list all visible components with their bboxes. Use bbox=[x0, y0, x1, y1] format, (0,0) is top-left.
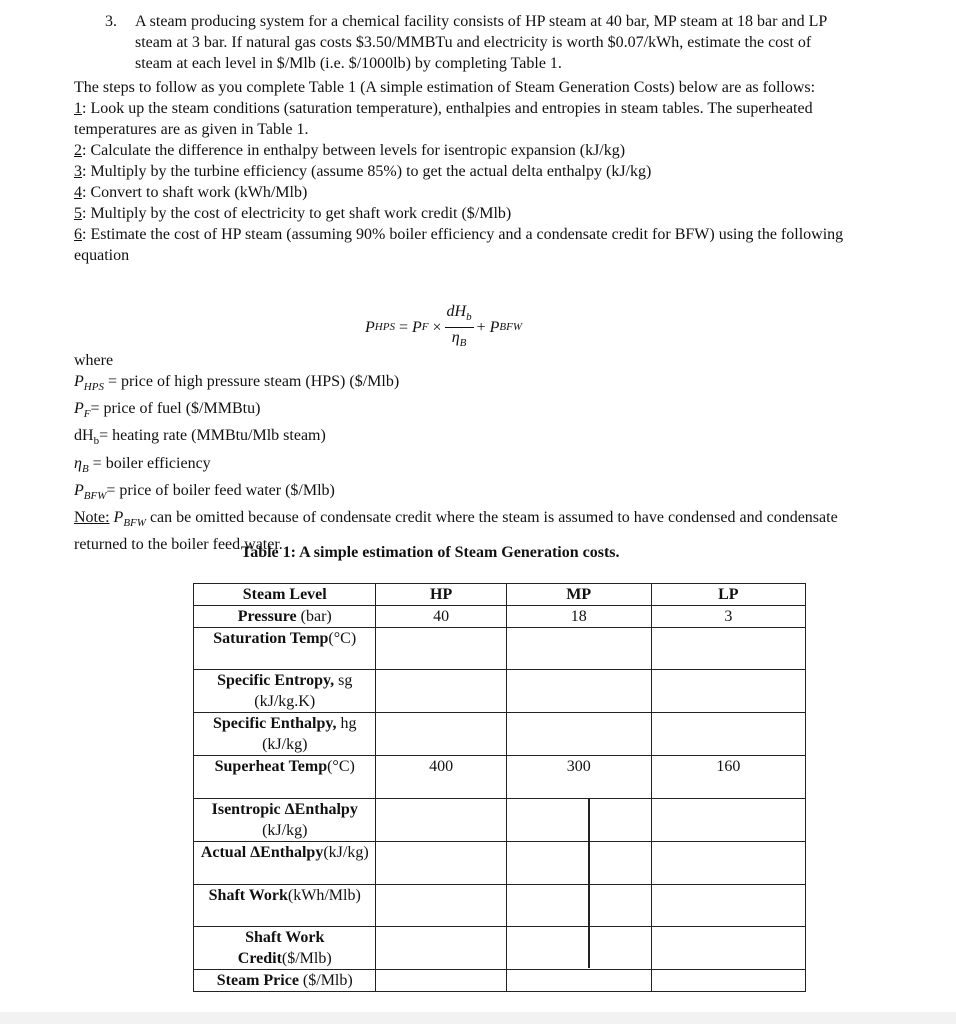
row-label-unit: (kJ/kg) bbox=[323, 844, 369, 861]
cell-hp[interactable] bbox=[376, 628, 506, 670]
cell-lp[interactable] bbox=[651, 970, 805, 992]
step-1 bbox=[74, 98, 854, 140]
row-label-main: Pressure bbox=[237, 608, 297, 625]
eq-pf-sub: F bbox=[421, 320, 429, 333]
row-label-main: Shaft Work Credit bbox=[237, 929, 325, 967]
cell-lp[interactable] bbox=[651, 842, 805, 885]
def-subscript: F bbox=[83, 408, 91, 421]
cell-hp[interactable] bbox=[376, 799, 506, 842]
cell-lp[interactable] bbox=[651, 713, 805, 756]
cell-hp[interactable] bbox=[376, 670, 506, 713]
table-row bbox=[194, 606, 806, 628]
step-text: : Calculate the difference in enthalpy between levels for isentropic expansion (kJ/kg) bbox=[82, 142, 626, 159]
table-row bbox=[194, 927, 806, 970]
step-number: 1 bbox=[74, 100, 82, 117]
def-subscript: B bbox=[81, 462, 89, 475]
eq-lhs: P bbox=[365, 318, 375, 336]
row-label bbox=[194, 842, 376, 885]
def-text: = price of fuel ($/MMBtu) bbox=[90, 400, 261, 418]
eq-bfw-sub: BFW bbox=[499, 320, 523, 333]
definition-dhb bbox=[74, 425, 854, 452]
cell-lp[interactable]: 3 bbox=[651, 606, 805, 628]
cell-mp[interactable] bbox=[506, 713, 651, 756]
problem-statement bbox=[105, 11, 845, 74]
table-row bbox=[194, 756, 806, 799]
eq-fraction bbox=[445, 302, 474, 353]
cell-hp[interactable] bbox=[376, 885, 506, 927]
def-symbol: P bbox=[74, 481, 84, 499]
definition-bfw bbox=[74, 480, 854, 507]
step-number: 4 bbox=[74, 184, 82, 201]
cell-hp[interactable] bbox=[376, 970, 506, 992]
cell-mp[interactable] bbox=[506, 927, 651, 970]
row-label bbox=[194, 885, 376, 927]
step-text: : Multiply by the cost of electricity to get shaft work credit ($/Mlb) bbox=[82, 205, 512, 222]
table-row bbox=[194, 670, 806, 713]
row-label-unit: (kJ/kg) bbox=[262, 822, 308, 839]
eq-plus: + bbox=[476, 318, 486, 336]
row-label bbox=[194, 670, 376, 713]
table-divider-line bbox=[588, 798, 590, 968]
problem-text: A steam producing system for a chemical facility consists of HP steam at 40 bar, MP steam at 18 bar and LP steam at 3 bar. If natural gas costs $3.50/MMBTu and electricity is worth $0.07/kWh, estimate the cost of steam at each level in $/Mlb (i.e. $/1000lb) by completing Table 1. bbox=[135, 13, 827, 72]
row-label-main: Isentropic ΔEnthalpy bbox=[211, 801, 358, 818]
row-label bbox=[194, 606, 376, 628]
steam-cost-table bbox=[193, 583, 806, 992]
header-lp: LP bbox=[651, 584, 805, 606]
row-label-unit: (°C) bbox=[327, 758, 355, 775]
cell-mp[interactable] bbox=[506, 970, 651, 992]
step-number: 5 bbox=[74, 205, 82, 222]
step-6 bbox=[74, 224, 854, 266]
table-caption: Table 1: A simple estimation of Steam Generation costs. bbox=[241, 544, 620, 561]
table-row bbox=[194, 799, 806, 842]
def-text: = price of boiler feed water ($/Mlb) bbox=[106, 481, 335, 499]
step-5 bbox=[74, 203, 854, 224]
cell-hp[interactable] bbox=[376, 927, 506, 970]
cell-mp[interactable] bbox=[506, 885, 651, 927]
row-label bbox=[194, 970, 376, 992]
step-number: 2 bbox=[74, 142, 82, 159]
eq-equals: = bbox=[398, 318, 408, 336]
cell-hp[interactable]: 40 bbox=[376, 606, 506, 628]
header-mp: MP bbox=[506, 584, 651, 606]
row-label-main: Specific Enthalpy, bbox=[212, 715, 341, 732]
eq-denominator bbox=[452, 328, 467, 353]
def-subscript: BFW bbox=[83, 489, 107, 502]
eq-pf: P bbox=[411, 318, 422, 336]
eq-numerator bbox=[445, 302, 474, 328]
row-label bbox=[194, 927, 376, 970]
cell-mp[interactable]: 300 bbox=[506, 756, 651, 799]
cell-mp[interactable] bbox=[506, 842, 651, 885]
row-label-main: Actual ΔEnthalpy bbox=[200, 844, 324, 861]
def-text: = price of high pressure steam (HPS) ($/Mlb) bbox=[103, 373, 400, 390]
row-label-unit: ($/Mlb) bbox=[281, 950, 332, 967]
row-label-unit: (°C) bbox=[328, 630, 357, 647]
step-4 bbox=[74, 182, 854, 203]
row-label-main: Shaft Work bbox=[208, 887, 288, 904]
note-label: Note: bbox=[74, 508, 110, 526]
row-label bbox=[194, 713, 376, 756]
def-text: = boiler efficiency bbox=[88, 454, 211, 472]
def-symbol: dH bbox=[74, 427, 94, 445]
eq-lhs-sub: HPS bbox=[374, 320, 395, 333]
cell-hp[interactable] bbox=[376, 713, 506, 756]
step-text: : Convert to shaft work (kWh/Mlb) bbox=[82, 184, 308, 201]
cell-lp[interactable]: 160 bbox=[651, 756, 805, 799]
row-label-unit: sg (kJ/kg.K) bbox=[254, 672, 353, 710]
row-label-unit: (bar) bbox=[296, 608, 332, 625]
row-label-main: Superheat Temp bbox=[214, 758, 328, 775]
step-text: : Look up the steam conditions (saturation temperature), enthalpies and entropies in steam tables. The superheated temperatures are as given in Table 1. bbox=[74, 100, 813, 138]
table-row bbox=[194, 713, 806, 756]
cell-lp[interactable] bbox=[651, 927, 805, 970]
definitions-section bbox=[74, 350, 854, 555]
row-label-unit: (kWh/Mlb) bbox=[287, 887, 361, 904]
row-label bbox=[194, 628, 376, 670]
where-label: where bbox=[74, 352, 114, 369]
eq-times: × bbox=[432, 318, 442, 336]
header-hp: HP bbox=[376, 584, 506, 606]
definition-pf bbox=[74, 398, 854, 425]
row-label-unit: ($/Mlb) bbox=[298, 972, 353, 989]
row-label bbox=[194, 799, 376, 842]
cell-hp[interactable]: 400 bbox=[376, 756, 506, 799]
cell-hp[interactable] bbox=[376, 842, 506, 885]
eq-den: η bbox=[451, 328, 460, 346]
def-text: = heating rate (MMBtu/Mlb steam) bbox=[99, 427, 326, 445]
cell-lp[interactable] bbox=[651, 799, 805, 842]
note-symbol: P bbox=[113, 508, 124, 526]
cell-mp[interactable] bbox=[506, 799, 651, 842]
row-label-unit: hg (kJ/kg) bbox=[262, 715, 357, 753]
step-text: : Multiply by the turbine efficiency (assume 85%) to get the actual delta enthalpy (kJ/kg) bbox=[82, 163, 652, 180]
eq-den-sub: B bbox=[459, 336, 467, 349]
eq-num-sub: b bbox=[466, 310, 472, 323]
eq-num: dH bbox=[446, 302, 467, 320]
cell-mp[interactable]: 18 bbox=[506, 606, 651, 628]
cell-lp[interactable] bbox=[651, 628, 805, 670]
steps-section bbox=[74, 77, 854, 266]
def-subscript: b bbox=[93, 435, 100, 448]
cell-mp[interactable] bbox=[506, 670, 651, 713]
step-number: 6 bbox=[74, 226, 82, 243]
note-subscript: BFW bbox=[123, 517, 146, 530]
eq-bfw: P bbox=[489, 318, 500, 336]
def-symbol: η bbox=[74, 454, 82, 472]
footer-strip bbox=[0, 1012, 956, 1024]
step-2 bbox=[74, 140, 854, 161]
problem-number: 3. bbox=[105, 13, 117, 30]
header-steam-level: Steam Level bbox=[194, 584, 376, 606]
row-label bbox=[194, 756, 376, 799]
table-row bbox=[194, 885, 806, 927]
cell-mp[interactable] bbox=[506, 628, 651, 670]
table-row bbox=[194, 842, 806, 885]
row-label-main: Saturation Temp bbox=[213, 630, 329, 647]
cell-lp[interactable] bbox=[651, 885, 805, 927]
def-subscript: HPS bbox=[83, 381, 104, 394]
step-3 bbox=[74, 161, 854, 182]
def-symbol: P bbox=[74, 373, 84, 390]
row-label-main: Specific Entropy, bbox=[217, 672, 339, 689]
table-row bbox=[194, 628, 806, 670]
cell-lp[interactable] bbox=[651, 670, 805, 713]
definition-hps bbox=[74, 371, 854, 398]
table-body bbox=[194, 584, 806, 992]
table-header-row bbox=[194, 584, 806, 606]
intro-text: The steps to follow as you complete Table 1 (A simple estimation of Steam Generation Costs) below are as follows: bbox=[74, 79, 816, 96]
step-number: 3 bbox=[74, 163, 82, 180]
note-text: can be omitted because of condensate credit where the steam is assumed to have condensed and condensate returned to the boiler feed water. bbox=[74, 508, 838, 554]
definition-etab bbox=[74, 453, 854, 480]
table-row bbox=[194, 970, 806, 992]
hps-price-equation bbox=[365, 303, 522, 351]
step-text: : Estimate the cost of HP steam (assuming 90% boiler efficiency and a condensate credit for BFW) using the following equation bbox=[74, 226, 844, 264]
row-label-main: Steam Price bbox=[216, 972, 299, 989]
def-symbol: P bbox=[74, 400, 84, 418]
